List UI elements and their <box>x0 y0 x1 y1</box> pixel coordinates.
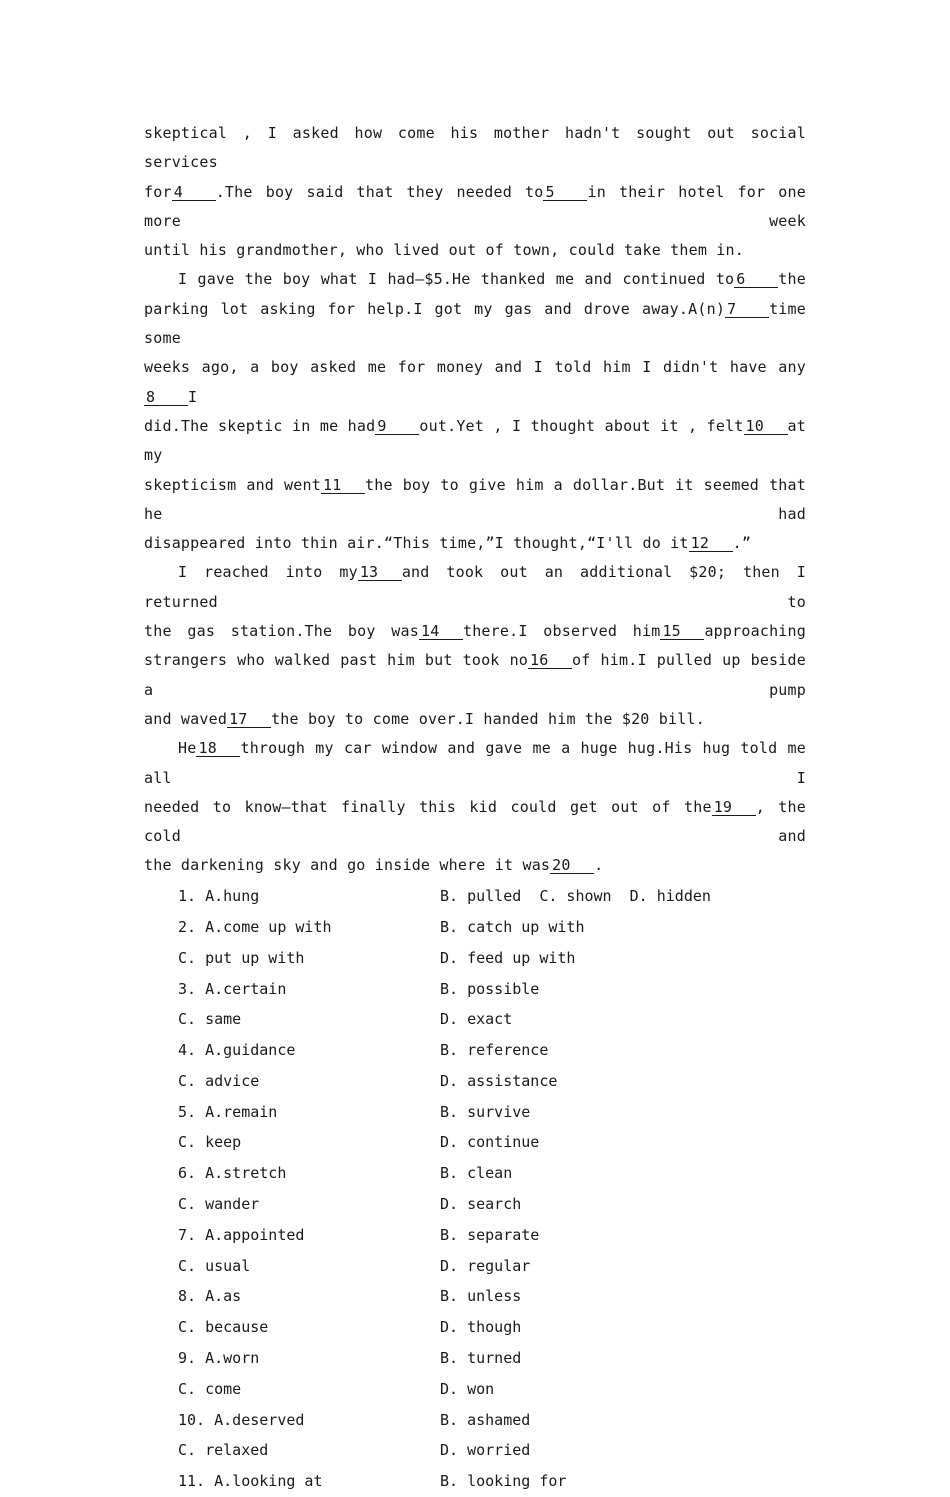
blank-number: 14 <box>419 623 463 640</box>
passage-line <box>144 793 806 852</box>
blank-number: 13 <box>358 564 402 581</box>
passage-text: I gave the boy what I had—$5.He thanked me and continued to <box>178 270 735 289</box>
option-right: D. worried <box>440 1441 531 1460</box>
option-row <box>144 1312 806 1343</box>
passage-line <box>144 646 806 705</box>
option-right: B. pulled C. shown D. hidden <box>440 887 711 906</box>
passage-text: parking lot asking for help.I got my gas and drove away.A(n) <box>144 299 726 318</box>
blank-number: 19 <box>712 799 756 816</box>
option-row <box>144 973 806 1004</box>
option-row <box>144 1281 806 1312</box>
passage-text: in their hotel for one more week <box>144 182 806 230</box>
blank-number: 17 <box>227 711 271 728</box>
passage-line <box>144 471 806 530</box>
passage-line <box>144 617 806 646</box>
blank-number: 10 <box>744 418 788 435</box>
passage-text: needed to know—that finally this kid could get out of the <box>144 797 712 816</box>
blank-number: 12 <box>689 535 733 552</box>
blank-number: 9 <box>375 418 419 435</box>
passage-text: skeptical , I asked how come his mother hadn't sought out social services <box>144 124 806 172</box>
option-row <box>144 1066 806 1097</box>
passage-text: for <box>144 182 172 201</box>
passage-line <box>144 353 806 412</box>
option-left: 9. A.worn <box>178 1349 260 1368</box>
passage-text: the <box>778 270 806 289</box>
option-left: C. same <box>178 1010 242 1029</box>
passage-text: . <box>594 856 604 875</box>
option-right: D. search <box>440 1195 522 1214</box>
passage-line <box>144 558 806 617</box>
option-right: D. won <box>440 1379 495 1398</box>
passage-text: time some <box>144 299 806 348</box>
option-left: C. put up with <box>178 948 305 967</box>
option-right: B. ashamed <box>440 1410 531 1429</box>
passage-text: and took out an additional $20; then I returned to <box>144 563 806 611</box>
option-left: C. usual <box>178 1256 251 1275</box>
passage-text: out.Yet , I thought about it , felt <box>419 416 744 435</box>
blank-number: 20 <box>550 857 594 874</box>
option-row <box>144 1189 806 1220</box>
blank-number: 7 <box>725 301 769 318</box>
blank-number: 18 <box>196 740 240 757</box>
passage-text: the boy to give him a dollar.But it seemed that he had <box>144 475 806 523</box>
passage-line <box>144 529 806 558</box>
option-left: 5. A.remain <box>178 1102 278 1121</box>
blank-number: 15 <box>660 623 704 640</box>
cloze-passage <box>144 119 806 881</box>
passage-text: the darkening sky and go inside where it was <box>144 856 551 875</box>
option-right: B. survive <box>440 1102 531 1121</box>
option-row <box>144 1373 806 1404</box>
passage-text: at my <box>144 416 806 465</box>
option-left: 2. A.come up with <box>178 917 332 936</box>
option-right: D. regular <box>440 1256 531 1275</box>
option-row <box>144 1004 806 1035</box>
passage-text: of him.I pulled up beside a pump <box>144 651 806 699</box>
passage-text: and waved <box>144 709 228 728</box>
passage-line <box>144 412 806 471</box>
option-right: B. unless <box>440 1287 522 1306</box>
passage-line <box>144 236 806 265</box>
option-right: B. catch up with <box>440 917 585 936</box>
blank-number: 5 <box>543 184 587 201</box>
option-row <box>144 1127 806 1158</box>
option-left: C. advice <box>178 1071 260 1090</box>
document-page <box>144 119 806 1497</box>
passage-text: the boy to come over.I handed him the $20 bill. <box>271 709 705 728</box>
answer-options <box>144 881 806 1497</box>
blank-number: 11 <box>321 477 365 494</box>
option-row <box>144 1404 806 1435</box>
option-right: D. feed up with <box>440 948 576 967</box>
passage-line <box>144 178 806 237</box>
passage-text: strangers who walked past him but took no <box>144 651 529 670</box>
option-left: C. keep <box>178 1133 242 1152</box>
option-left: 8. A.as <box>178 1287 242 1306</box>
option-left: 11. A.looking at <box>178 1472 323 1491</box>
passage-text: He <box>178 739 197 758</box>
passage-line <box>144 119 806 178</box>
option-left: C. relaxed <box>178 1441 269 1460</box>
option-row <box>144 1250 806 1281</box>
passage-text: I <box>188 387 198 406</box>
option-right: B. reference <box>440 1041 549 1060</box>
option-left: 1. A.hung <box>178 887 260 906</box>
option-row <box>144 942 806 973</box>
option-row <box>144 1466 806 1497</box>
passage-line <box>144 705 806 734</box>
passage-text: skepticism and went <box>144 475 321 494</box>
option-right: D. continue <box>440 1133 540 1152</box>
option-right: B. clean <box>440 1164 513 1183</box>
passage-text: .” <box>732 534 752 553</box>
passage-line <box>144 851 806 880</box>
option-row <box>144 1158 806 1189</box>
option-row <box>144 1435 806 1466</box>
passage-text: through my car window and gave me a huge hug.His hug told me all I <box>144 739 806 787</box>
option-row <box>144 1035 806 1066</box>
passage-text: weeks ago, a boy asked me for money and I told him I didn't have any <box>144 358 806 377</box>
option-right: B. turned <box>440 1349 522 1368</box>
option-left: 7. A.appointed <box>178 1225 305 1244</box>
passage-text: there.I observed him <box>462 622 661 641</box>
option-right: B. possible <box>440 979 540 998</box>
option-row <box>144 1343 806 1374</box>
blank-number: 6 <box>734 271 778 288</box>
blank-number: 8 <box>144 389 188 406</box>
passage-text: until his grandmother, who lived out of town, could take them in. <box>144 241 744 260</box>
passage-text: did.The skeptic in me had <box>144 416 376 435</box>
option-left: 10. A.deserved <box>178 1410 305 1429</box>
option-row <box>144 1096 806 1127</box>
passage-text: the gas station.The boy was <box>144 622 419 641</box>
blank-number: 16 <box>528 652 572 669</box>
option-row <box>144 881 806 912</box>
passage-line <box>144 295 806 354</box>
option-left: C. come <box>178 1379 242 1398</box>
option-right: D. assistance <box>440 1071 558 1090</box>
passage-text: approaching <box>704 622 806 641</box>
option-left: 6. A.stretch <box>178 1164 287 1183</box>
option-left: C. wander <box>178 1195 260 1214</box>
passage-text: disappeared into thin air.“This time,”I thought,“I'll do it <box>144 534 689 553</box>
option-right: D. exact <box>440 1010 513 1029</box>
option-left: 4. A.guidance <box>178 1041 296 1060</box>
passage-text: I reached into my <box>178 563 358 582</box>
option-right: B. looking for <box>440 1472 567 1491</box>
blank-number: 4 <box>172 184 216 201</box>
option-row <box>144 1219 806 1250</box>
option-right: D. though <box>440 1318 522 1337</box>
passage-text: .The boy said that they needed to <box>215 182 544 201</box>
passage-text: , the cold and <box>144 797 806 846</box>
passage-line <box>144 265 806 294</box>
option-row <box>144 912 806 943</box>
option-left: C. because <box>178 1318 269 1337</box>
passage-line <box>144 734 806 793</box>
option-left: 3. A.certain <box>178 979 287 998</box>
option-right: B. separate <box>440 1225 540 1244</box>
